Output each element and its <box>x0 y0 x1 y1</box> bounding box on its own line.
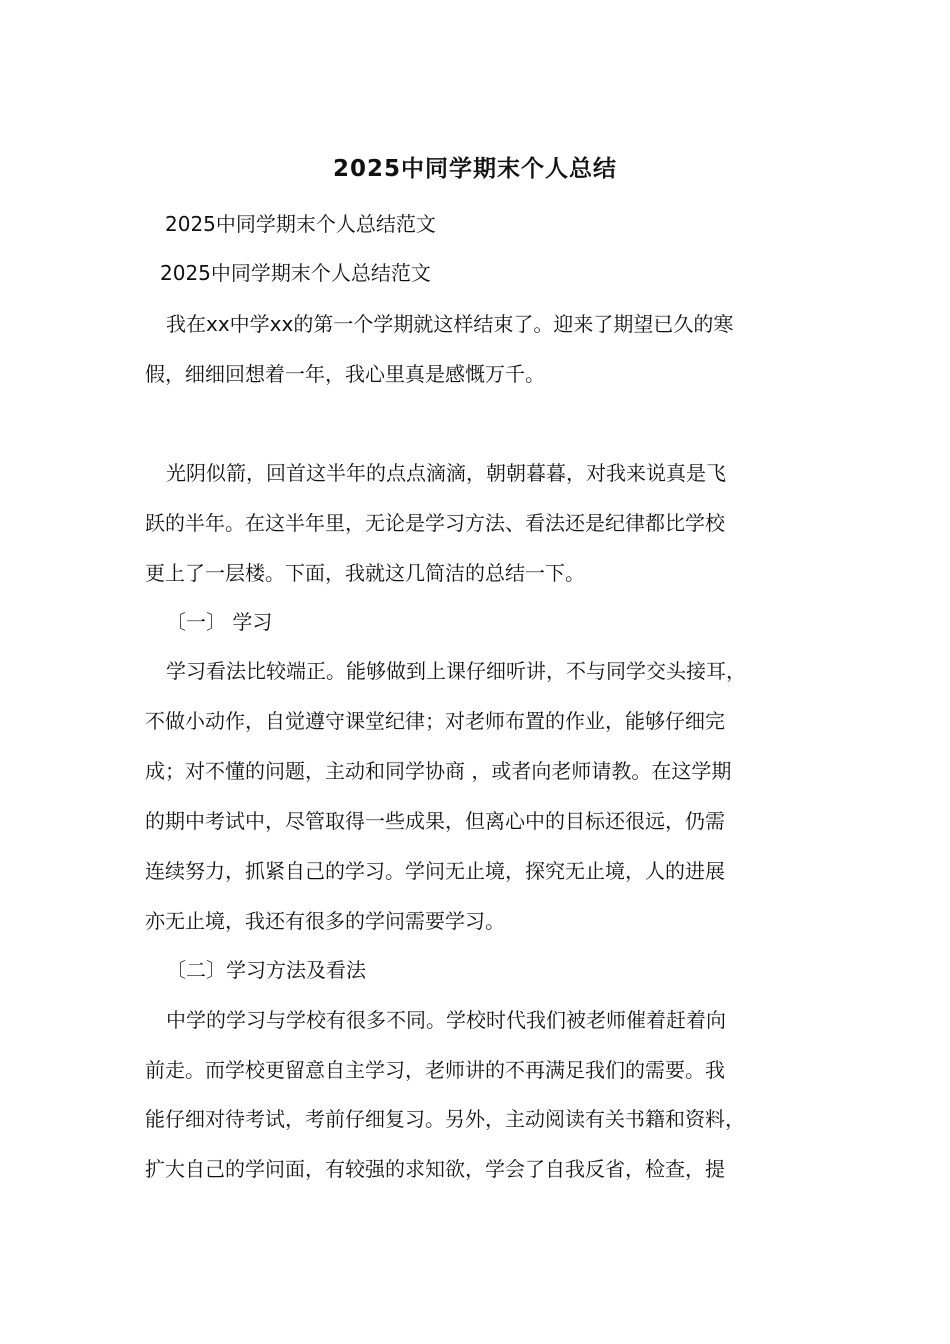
paragraph-4-line: 前走。而学校更留意自主学习，老师讲的不再满足我们的需要。我 <box>145 1058 725 1082</box>
paragraph-3-line: 连续努力，抓紧自己的学习。学问无止境，探究无止境，人的进展 <box>145 859 725 883</box>
paragraph-1-line: 我在xx中学xx的第一个学期就这样结束了。迎来了期望已久的寒 <box>166 312 734 336</box>
paragraph-4-line: 中学的学习与学校有很多不同。学校时代我们被老师催着赶着向 <box>166 1008 726 1032</box>
paragraph-3-line: 不做小动作，自觉遵守课堂纪律；对老师布置的作业，能够仔细完 <box>145 709 725 733</box>
subtitle-line-1: 2025中同学期末个人总结范文 <box>165 212 436 236</box>
paragraph-3-line: 成；对不懂的问题，主动和同学协商 ，或者向老师请教。在这学期 <box>145 759 732 783</box>
section-heading-2: 〔二〕学习方法及看法 <box>166 958 366 982</box>
paragraph-1-line: 假，细细回想着一年，我心里真是感慨万千。 <box>145 362 545 386</box>
paragraph-3-line: 的期中考试中，尽管取得一些成果，但离心中的目标还很远，仍需 <box>145 809 725 833</box>
paragraph-2-line: 光阴似箭，回首这半年的点点滴滴，朝朝暮暮，对我来说真是飞 <box>166 461 726 485</box>
paragraph-3-line: 亦无止境，我还有很多的学问需要学习。 <box>145 909 505 933</box>
section-heading-1: 〔一〕 学习 <box>166 610 273 634</box>
paragraph-4-line: 扩大自己的学问面，有较强的求知欲，学会了自我反省，检查，提 <box>145 1157 725 1181</box>
subtitle-line-2: 2025中同学期末个人总结范文 <box>160 261 431 285</box>
paragraph-3-line: 学习看法比较端正。能够做到上课仔细听讲，不与同学交头接耳， <box>166 659 746 683</box>
paragraph-4-line: 能仔细对待考试，考前仔细复习。另外，主动阅读有关书籍和资料， <box>145 1107 745 1131</box>
paragraph-2-line: 跃的半年。在这半年里，无论是学习方法、看法还是纪律都比学校 <box>145 511 725 535</box>
document-title: 2025中同学期末个人总结 <box>332 156 617 182</box>
paragraph-2-line: 更上了一层楼。下面，我就这几简洁的总结一下。 <box>145 561 585 585</box>
